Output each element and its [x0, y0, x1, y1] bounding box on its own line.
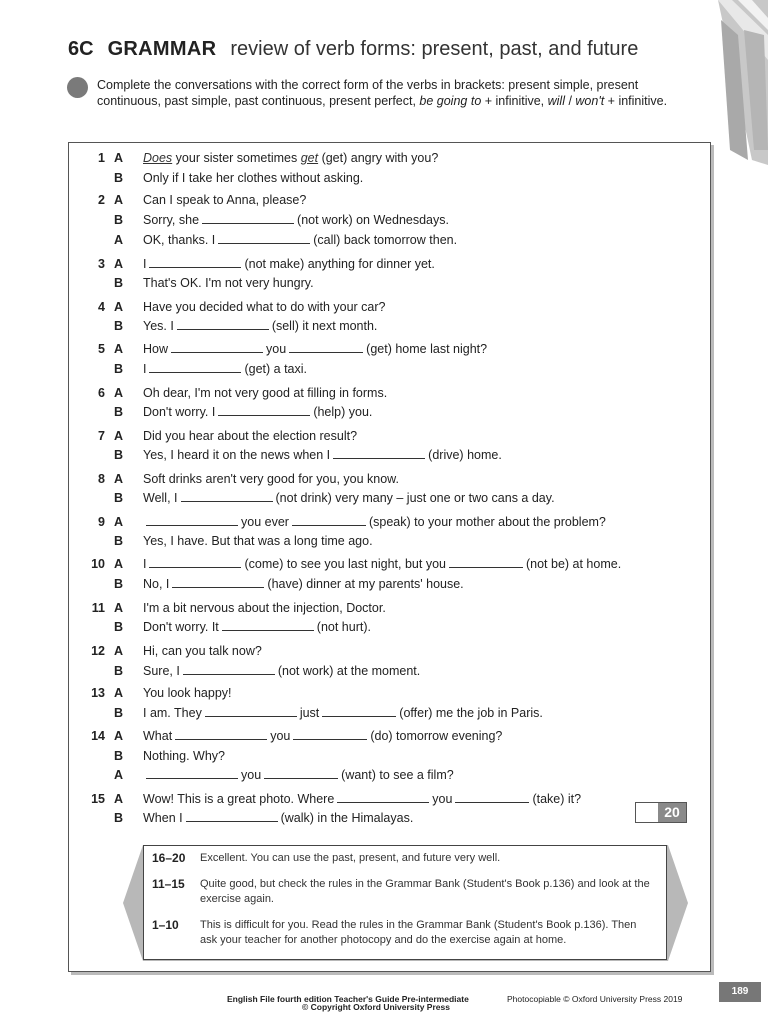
answer-blank[interactable] [181, 490, 273, 502]
speaker: B [114, 577, 124, 591]
answer-blank[interactable] [183, 663, 275, 675]
answer-blank[interactable] [455, 791, 529, 803]
speaker: B [114, 491, 124, 505]
item-number: 12 [91, 644, 105, 658]
line-text: I (come) to see you last night, but you (not be) at home. [143, 557, 622, 571]
corner-fan-decoration [718, 0, 768, 165]
item-number: 15 [91, 792, 105, 806]
page-title [68, 38, 638, 61]
line-text: you ever (speak) to your mother about the problem? [143, 513, 606, 531]
speaker: A [114, 557, 124, 571]
speaker: B [114, 811, 124, 825]
example-answer: get [300, 151, 319, 165]
speaker: A [114, 601, 124, 615]
answer-blank[interactable] [177, 318, 269, 330]
item-number: 8 [98, 472, 105, 486]
speaker: A [114, 472, 124, 486]
instruction-bullet [67, 77, 88, 98]
line-text: Have you decided what to do with your car? [143, 300, 386, 314]
answer-blank[interactable] [337, 791, 429, 803]
line-text: Did you hear about the election result? [143, 429, 358, 443]
answer-blank[interactable] [218, 232, 310, 244]
speaker: B [114, 171, 124, 185]
item-number: 3 [98, 257, 105, 271]
section-name: GRAMMAR [107, 38, 217, 60]
instructions: Complete the conversations with the correct form of the verbs in brackets: present simple, present continuous, past simple, past continuous, present perfect, be going to + infinitive, will / won't + infinitive. [97, 78, 668, 108]
item-number: 4 [98, 300, 105, 314]
item-number: 11 [91, 601, 105, 615]
results-box: 16–20 Excellent. You can use the past, present, and future very well. 11–15 Quite good, but check the rules in the Grammar Bank (Student's Book p.136) and look at the exercise again. 1–10 This is difficult for you. Read the rules in the Grammar Bank (Student's Book p.136). Then ask your teacher for another photocopy and do the exercise again at home. [143, 845, 667, 960]
line-text: No, I (have) dinner at my parents' house. [143, 577, 464, 591]
line-text: You look happy! [143, 686, 232, 700]
line-text: Can I speak to Anna, please? [143, 193, 307, 207]
speaker: B [114, 749, 124, 763]
speaker: B [114, 276, 124, 290]
section-subtitle: review of verb forms: present, past, and future [230, 38, 639, 60]
line-text: Sure, I (not work) at the moment. [143, 664, 421, 678]
line-text: Sorry, she (not work) on Wednesdays. [143, 213, 449, 227]
line-text: I (get) a taxi. [143, 362, 308, 376]
speaker: A [114, 515, 124, 529]
footer-copyright: Photocopiable © Oxford University Press 2019 [507, 994, 683, 1004]
answer-blank[interactable] [146, 514, 238, 526]
item-number: 7 [98, 429, 105, 443]
speaker: A [114, 792, 124, 806]
item-number: 13 [91, 686, 105, 700]
speaker: A [114, 644, 124, 658]
answer-blank[interactable] [186, 810, 278, 822]
line-text: Wow! This is a great photo. Where you (take) it? [143, 792, 582, 806]
lesson-code: 6C [68, 38, 94, 60]
answer-blank[interactable] [292, 514, 366, 526]
results-panel [123, 843, 688, 963]
item-number: 14 [91, 729, 105, 743]
answer-blank[interactable] [146, 767, 238, 779]
speaker: A [114, 729, 124, 743]
answer-blank[interactable] [322, 705, 396, 717]
speaker: B [114, 620, 124, 634]
speaker: A [114, 429, 124, 443]
line-text: Don't worry. It (not hurt). [143, 620, 371, 634]
line-text: Yes. I (sell) it next month. [143, 319, 378, 333]
line-text: I'm a bit nervous about the injection, Doctor. [143, 601, 386, 615]
item-number: 10 [91, 557, 105, 571]
example-answer: Does [143, 151, 173, 165]
line-text: What you (do) tomorrow evening? [143, 729, 503, 743]
exercise-box [68, 142, 711, 972]
line-text: OK, thanks. I (call) back tomorrow then. [143, 233, 458, 247]
answer-blank[interactable] [205, 705, 297, 717]
line-text: you (want) to see a film? [143, 766, 454, 784]
speaker: A [114, 233, 124, 247]
speaker: A [114, 768, 124, 782]
speaker: B [114, 706, 124, 720]
score-box [635, 802, 687, 823]
item-number: 9 [98, 515, 105, 529]
speaker: B [114, 213, 124, 227]
line-text: Yes, I have. But that was a long time ago. [143, 534, 373, 548]
answer-blank[interactable] [222, 619, 314, 631]
speaker: B [114, 448, 124, 462]
line-text: Does your sister sometimes get (get) angry with you? [143, 151, 439, 165]
speaker: A [114, 686, 124, 700]
footer-oup-copyright: © Copyright Oxford University Press [302, 1002, 450, 1012]
answer-blank[interactable] [149, 556, 241, 568]
speaker: A [114, 342, 124, 356]
page-number: 189 [719, 982, 761, 1002]
speaker: A [114, 151, 124, 165]
answer-blank[interactable] [149, 256, 241, 268]
line-text: Soft drinks aren't very good for you, you know. [143, 472, 399, 486]
answer-blank[interactable] [264, 767, 338, 779]
line-text: I (not make) anything for dinner yet. [143, 257, 435, 271]
item-number: 1 [98, 151, 105, 165]
answer-blank[interactable] [333, 447, 425, 459]
line-text: Only if I take her clothes without asking. [143, 171, 364, 185]
line-text: Oh dear, I'm not very good at filling in forms. [143, 386, 388, 400]
answer-blank[interactable] [449, 556, 523, 568]
speaker: A [114, 257, 124, 271]
line-text: Don't worry. I (help) you. [143, 405, 373, 419]
item-number: 6 [98, 386, 105, 400]
answer-blank[interactable] [218, 404, 310, 416]
answer-blank[interactable] [172, 576, 264, 588]
speaker: A [114, 193, 124, 207]
line-text: Hi, can you talk now? [143, 644, 262, 658]
answer-blank[interactable] [289, 341, 363, 353]
item-number: 2 [98, 193, 105, 207]
answer-blank[interactable] [149, 361, 241, 373]
line-text: That's OK. I'm not very hungry. [143, 276, 314, 290]
answer-blank[interactable] [171, 341, 263, 353]
answer-blank[interactable] [202, 212, 294, 224]
speaker: B [114, 534, 124, 548]
item-number: 5 [98, 342, 105, 356]
line-text: Nothing. Why? [143, 749, 225, 763]
line-text: Well, I (not drink) very many – just one or two cans a day. [143, 491, 555, 505]
footer-book-title: English File fourth edition Teacher's Guide Pre-intermediate [227, 994, 469, 1004]
speaker: B [114, 362, 124, 376]
line-text: I am. They just (offer) me the job in Paris. [143, 706, 543, 720]
line-text: How you (get) home last night? [143, 342, 488, 356]
speaker: A [114, 386, 124, 400]
answer-blank[interactable] [175, 728, 267, 740]
speaker: B [114, 319, 124, 333]
speaker: A [114, 300, 124, 314]
speaker: B [114, 664, 124, 678]
line-text: Yes, I heard it on the news when I (drive) home. [143, 448, 502, 462]
line-text: When I (walk) in the Himalayas. [143, 811, 414, 825]
answer-blank[interactable] [293, 728, 367, 740]
total-score: 20 [658, 803, 686, 822]
speaker: B [114, 405, 124, 419]
